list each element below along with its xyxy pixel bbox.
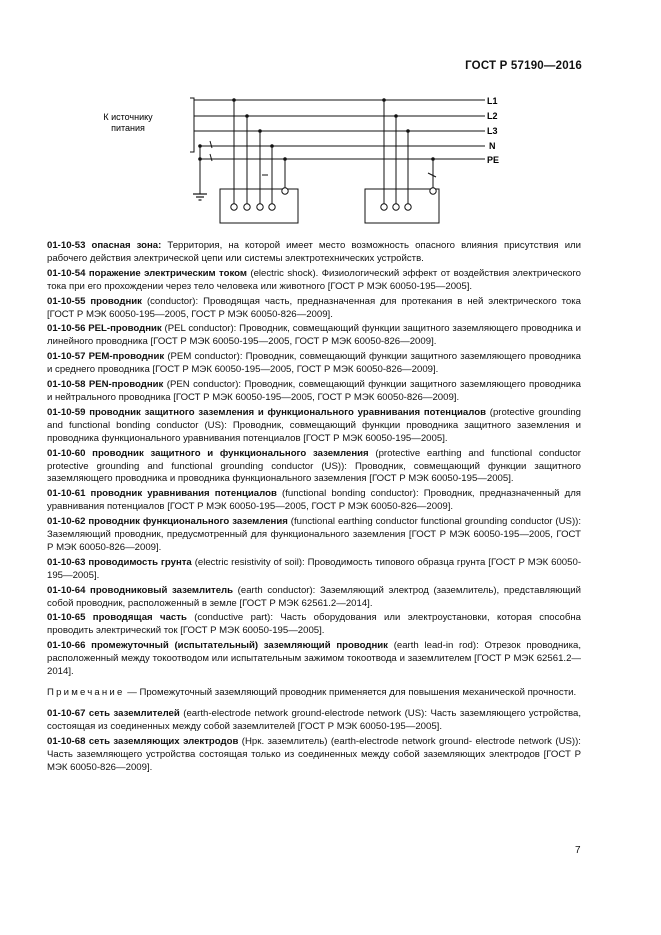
term-number: 01-10-54 <box>47 267 86 279</box>
term-entry <box>47 488 581 514</box>
junction-dot <box>258 129 262 133</box>
term-definition: (protective earthing and functional conductor protective grounding and functional grounding conductor (US)): Проводник, совмещающий функции защитного заземляющего проводника и проводника функционального заземления [ГОСТ Р МЭК 60050-195—2005]. <box>47 447 581 485</box>
note <box>47 687 581 700</box>
line-label-l2: L2 <box>487 111 498 121</box>
term-name: проводимость грунта <box>88 556 192 568</box>
equipment-box-2 <box>365 189 439 223</box>
terms-section <box>47 240 581 776</box>
line-label-l3: L3 <box>487 126 498 136</box>
term-name: промежуточный (испытательный) заземляющий проводник <box>91 640 388 652</box>
term-entry <box>47 585 581 611</box>
line-label-l1: L1 <box>487 96 498 106</box>
terminal <box>393 204 399 210</box>
line-label-n: N <box>489 141 496 151</box>
page-number: 7 <box>575 845 581 856</box>
term-number: 01-10-53 <box>47 240 86 251</box>
term-definition: (PEM conductor): Проводник, совмещающий функции защитного заземляющего проводника и среднего проводника [ГОСТ Р МЭК 60050-195—2005, ГОСТ Р МЭК 60050-826—2009]. <box>47 351 581 376</box>
term-entry <box>47 351 581 377</box>
term-number: 01-10-60 <box>47 447 86 459</box>
term-number: 01-10-55 <box>47 295 86 307</box>
document-header: ГОСТ Р 57190—2016 <box>465 60 582 72</box>
conductor-mark <box>210 154 212 161</box>
term-definition: (electric shock). Физиологический эффект от воздействия электрического тока при его прохождении через тело человека или животного [ГОСТ Р МЭК 60050-195—2005]. <box>47 267 581 292</box>
term-number: 01-10-64 <box>47 584 86 596</box>
term-number: 01-10-58 <box>47 379 86 391</box>
term-entry <box>47 448 581 487</box>
term-name: проводник защитного заземления и функционального уравнивания потенциалов <box>89 406 486 418</box>
junction-dot <box>198 157 202 161</box>
junction-dot <box>198 144 202 148</box>
note-label: Примечание <box>47 687 125 698</box>
term-definition: (conductive part): Часть оборудования или электроустановки, которая способна проводить электрический ток [ГОСТ Р МЭК 60050-195—2005]. <box>47 612 582 637</box>
term-entry <box>47 268 581 294</box>
note-text: — Промежуточный заземляющий проводник применяется для повышения механической прочности. <box>124 687 577 698</box>
junction-dot <box>283 157 287 161</box>
term-entry <box>47 240 581 266</box>
pe-terminal <box>430 188 436 194</box>
terminal <box>244 204 250 210</box>
term-name: проводник защитного и функционального заземления <box>92 447 369 459</box>
junction-dot <box>232 98 236 102</box>
term-number: 01-10-68 <box>47 735 86 747</box>
source-brace <box>190 98 194 152</box>
term-entry <box>47 736 581 775</box>
conductor-mark <box>210 141 212 148</box>
term-number: 01-10-61 <box>47 488 86 500</box>
junction-dot <box>270 144 274 148</box>
term-name: проводник функционального заземления <box>88 516 288 528</box>
term-name: поражение электрическим током <box>88 267 247 279</box>
junction-dot <box>406 129 410 133</box>
term-entry <box>47 296 581 322</box>
term-definition: (earth-electrode network ground-electrode network (US): Часть заземляющего устройства, состоящая из соединенных между собой заземлителей [ГОСТ Р МЭК 60050-195—2005]. <box>47 707 581 732</box>
junction-dot <box>431 157 435 161</box>
term-name: опасная зона: <box>91 240 162 251</box>
terminal <box>269 204 275 210</box>
term-entry <box>47 612 581 638</box>
term-definition: (Нрк. заземлитель) (earth-electrode network ground- electrode network (US)): Часть заземляющего устройства состоящая только из соединенных между собой заземляющих электродов [ГОСТ Р МЭК 60050-826—2009]. <box>47 735 581 773</box>
junction-dot <box>245 114 249 118</box>
term-name: проводник уравнивания потенциалов <box>90 488 277 500</box>
tn-s-wiring-diagram <box>40 86 600 226</box>
terminal <box>231 204 237 210</box>
conductor-mark <box>262 172 272 178</box>
term-name: сеть заземляющих электродов <box>88 735 239 747</box>
junction-dot <box>394 114 398 118</box>
term-entry <box>47 640 581 679</box>
junction-dot <box>382 98 386 102</box>
term-definition: (earth conductor): Заземляющий электрод (заземлитель), представляющий собой проводник, расположенный в земле [ГОСТ Р МЭК 62561.2—2014]. <box>47 584 581 609</box>
term-name: PEL-проводник <box>88 323 162 335</box>
term-number: 01-10-62 <box>47 516 86 528</box>
term-definition: (earth lead-in rod): Отрезок проводника, расположенный между токоотводом или испытательным зажимом токоотвода и заземлителем [ГОСТ Р МЭК 62561.2—2014]. <box>47 640 582 678</box>
term-name: проводящая часть <box>92 612 187 624</box>
wiring-diagram-svg <box>40 86 600 226</box>
term-definition: (conductor): Проводящая часть, предназначенная для протекания в ней электрического тока [ГОСТ Р МЭК 60050-195—2005, ГОСТ Р МЭК 60050-826—2009]. <box>47 295 581 320</box>
conductor-mark <box>428 173 436 177</box>
term-number: 01-10-57 <box>47 351 86 363</box>
line-label-pe: PE <box>487 155 500 165</box>
term-entry <box>47 323 581 349</box>
term-definition: (functional earthing conductor functional grounding conductor (US)): Заземляющий проводник, предусмотренный для функционального заземления [ГОСТ Р МЭК 60050-195—2005, ГОСТ Р МЭК 60050-826—2009]. <box>47 516 581 553</box>
term-definition: (PEL conductor): Проводник, совмещающий функции защитного заземляющего проводника и линейного проводника [ГОСТ Р МЭК 60050-195—2005, ГОСТ Р МЭК 60050-826—2009]. <box>47 323 582 348</box>
term-entry <box>47 708 581 734</box>
terminal <box>405 204 411 210</box>
term-name: проводник <box>90 295 142 307</box>
term-number: 01-10-56 <box>47 323 86 335</box>
term-definition: (electric resistivity of soil): Проводимость типового образца грунта [ГОСТ Р МЭК 60050-195—2005]. <box>47 556 582 581</box>
terminal <box>257 204 263 210</box>
term-definition: (functional bonding conductor): Проводник, предназначенный для уравнивания потенциалов [ГОСТ Р МЭК 60050-195—2005, ГОСТ Р МЭК 60050-826—2009]. <box>47 488 581 513</box>
term-number: 01-10-67 <box>47 707 86 719</box>
term-entry <box>47 407 581 446</box>
term-number: 01-10-66 <box>47 640 86 652</box>
term-name: проводниковый заземлитель <box>90 584 234 596</box>
term-name: PEN-проводник <box>88 379 164 391</box>
term-number: 01-10-65 <box>47 612 86 624</box>
term-entry <box>47 379 581 405</box>
term-entry <box>47 557 581 583</box>
term-definition: (PEN conductor): Проводник, совмещающий функции защитного заземляющего проводника и нейтрального проводника [ГОСТ Р МЭК 60050-195—2005, ГОСТ Р МЭК 60050-826—2009]. <box>47 379 581 403</box>
term-number: 01-10-59 <box>47 406 86 418</box>
term-name: сеть заземлителей <box>88 707 180 719</box>
term-number: 01-10-63 <box>47 556 86 568</box>
term-entry <box>47 516 581 555</box>
terminal <box>381 204 387 210</box>
term-name: PEM-проводник <box>88 351 165 363</box>
pe-terminal <box>282 188 288 194</box>
source-label-line1: К источнику <box>103 112 153 122</box>
term-definition: (protective grounding and functional bonding conductor (US): Проводник, совмещающий функции проводника защитного заземления и проводника функционального уравнивания потенциалов [ГОСТ Р МЭК 60050-195—2005]. <box>47 406 582 444</box>
source-label-line2: питания <box>111 123 145 133</box>
term-definition: Территория, на которой имеет место возможность опасного влияния присутствия или рабочего действия электрической цепи или системы электротехнических устройств. <box>47 240 582 264</box>
